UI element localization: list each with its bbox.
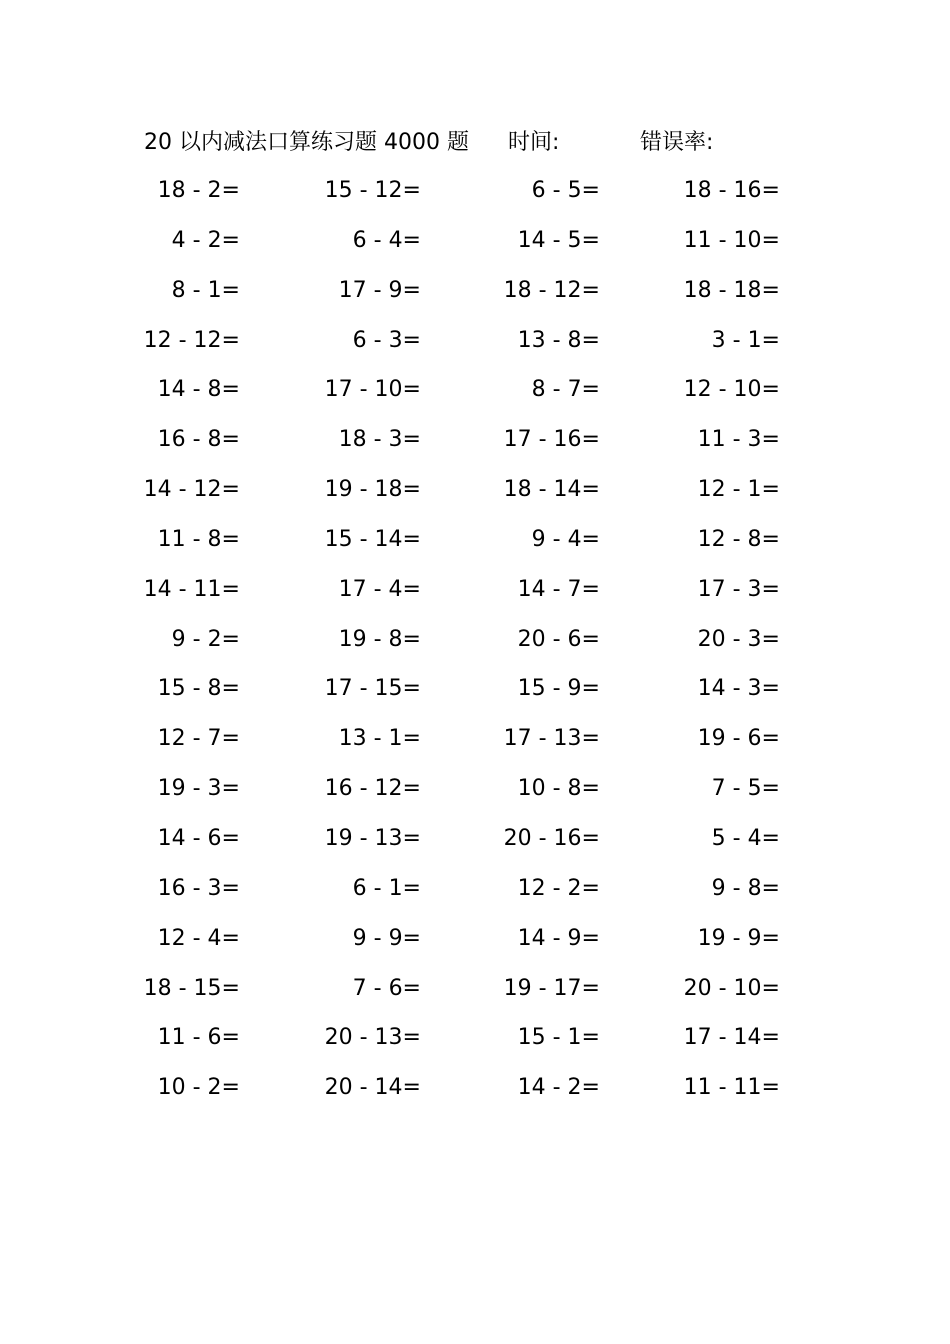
problem-item: 18 - 12= — [503, 277, 600, 303]
problem-row — [0, 822, 950, 872]
problem-item: 19 - 3= — [157, 776, 240, 802]
problem-item: 19 - 18= — [324, 477, 421, 503]
problem-item: 10 - 2= — [157, 1075, 240, 1101]
problem-item: 12 - 1= — [697, 477, 780, 503]
problem-row — [0, 224, 950, 274]
problem-row — [0, 1021, 950, 1071]
problem-item: 15 - 12= — [324, 178, 421, 203]
problem-row — [0, 174, 950, 224]
problem-item: 9 - 9= — [352, 925, 421, 951]
problem-item: 14 - 8= — [157, 377, 240, 403]
problem-item: 19 - 17= — [503, 975, 600, 1001]
problem-row — [0, 423, 950, 473]
problem-item: 19 - 6= — [697, 726, 780, 752]
problem-item: 6 - 4= — [352, 227, 421, 253]
problem-item: 18 - 15= — [143, 975, 240, 1001]
problem-item: 14 - 7= — [517, 576, 600, 602]
problem-item: 18 - 2= — [157, 178, 240, 203]
problem-item: 18 - 14= — [503, 477, 600, 503]
problem-item: 14 - 11= — [143, 576, 240, 602]
problem-item: 16 - 12= — [324, 776, 421, 802]
problem-item: 12 - 8= — [697, 526, 780, 552]
problem-item: 7 - 6= — [352, 975, 421, 1001]
problem-item: 14 - 6= — [157, 825, 240, 851]
problem-item: 11 - 6= — [157, 1025, 240, 1051]
problem-row — [0, 523, 950, 573]
problem-item: 20 - 3= — [697, 626, 780, 652]
problem-row — [0, 473, 950, 523]
problem-row — [0, 1071, 950, 1121]
problem-row — [0, 722, 950, 772]
problem-item: 15 - 14= — [324, 526, 421, 552]
problem-item: 17 - 4= — [338, 576, 421, 602]
problem-item: 17 - 13= — [503, 726, 600, 752]
problem-item: 15 - 9= — [517, 676, 600, 702]
problem-item: 18 - 18= — [683, 277, 780, 303]
worksheet-title: 20 以内减法口算练习题 4000 题 — [144, 130, 469, 155]
problem-item: 9 - 2= — [171, 626, 240, 652]
problem-item: 7 - 5= — [711, 776, 780, 802]
problem-item: 11 - 11= — [683, 1075, 780, 1101]
problem-item: 20 - 6= — [517, 626, 600, 652]
problem-row — [0, 872, 950, 922]
problem-item: 20 - 14= — [324, 1075, 421, 1101]
problem-row — [0, 573, 950, 623]
problem-item: 13 - 8= — [517, 327, 600, 353]
problem-row — [0, 324, 950, 374]
problem-item: 14 - 5= — [517, 227, 600, 253]
problem-item: 16 - 3= — [157, 875, 240, 901]
problem-item: 14 - 12= — [143, 477, 240, 503]
problem-item: 14 - 3= — [697, 676, 780, 702]
problem-item: 20 - 10= — [683, 975, 780, 1001]
problem-item: 6 - 1= — [352, 875, 421, 901]
error-rate-label: 错误率: — [640, 130, 714, 155]
problem-item: 8 - 7= — [531, 377, 600, 403]
problem-item: 17 - 10= — [324, 377, 421, 403]
time-label: 时间: — [508, 130, 560, 155]
problem-row — [0, 672, 950, 722]
problem-item: 17 - 15= — [324, 676, 421, 702]
problem-item: 18 - 16= — [683, 178, 780, 203]
problem-item: 18 - 3= — [338, 427, 421, 453]
problem-row — [0, 274, 950, 324]
problem-item: 4 - 2= — [171, 227, 240, 253]
problem-item: 11 - 10= — [683, 227, 780, 253]
problem-item: 9 - 8= — [711, 875, 780, 901]
problem-item: 17 - 9= — [338, 277, 421, 303]
problem-row — [0, 373, 950, 423]
problem-item: 12 - 7= — [157, 726, 240, 752]
problem-item: 14 - 9= — [517, 925, 600, 951]
problem-item: 8 - 1= — [171, 277, 240, 303]
problem-item: 17 - 14= — [683, 1025, 780, 1051]
problem-item: 20 - 16= — [503, 825, 600, 851]
problem-item: 12 - 10= — [683, 377, 780, 403]
problem-item: 9 - 4= — [531, 526, 600, 552]
problem-item: 20 - 13= — [324, 1025, 421, 1051]
problem-item: 5 - 4= — [711, 825, 780, 851]
problem-item: 12 - 2= — [517, 875, 600, 901]
problem-item: 14 - 2= — [517, 1075, 600, 1101]
problem-item: 12 - 12= — [143, 327, 240, 353]
problem-item: 15 - 1= — [517, 1025, 600, 1051]
problem-row — [0, 623, 950, 673]
problem-item: 19 - 9= — [697, 925, 780, 951]
problem-item: 19 - 13= — [324, 825, 421, 851]
problem-item: 11 - 8= — [157, 526, 240, 552]
problem-row — [0, 922, 950, 972]
problem-item: 19 - 8= — [338, 626, 421, 652]
problem-item: 17 - 3= — [697, 576, 780, 602]
problem-grid — [0, 174, 950, 1121]
problem-item: 3 - 1= — [711, 327, 780, 353]
problem-item: 6 - 3= — [352, 327, 421, 353]
worksheet-header — [0, 126, 950, 160]
problem-item: 11 - 3= — [697, 427, 780, 453]
problem-item: 15 - 8= — [157, 676, 240, 702]
problem-item: 13 - 1= — [338, 726, 421, 752]
problem-item: 16 - 8= — [157, 427, 240, 453]
problem-item: 17 - 16= — [503, 427, 600, 453]
problem-row — [0, 772, 950, 822]
problem-row — [0, 972, 950, 1022]
problem-item: 10 - 8= — [517, 776, 600, 802]
problem-item: 6 - 5= — [531, 178, 600, 203]
problem-item: 12 - 4= — [157, 925, 240, 951]
